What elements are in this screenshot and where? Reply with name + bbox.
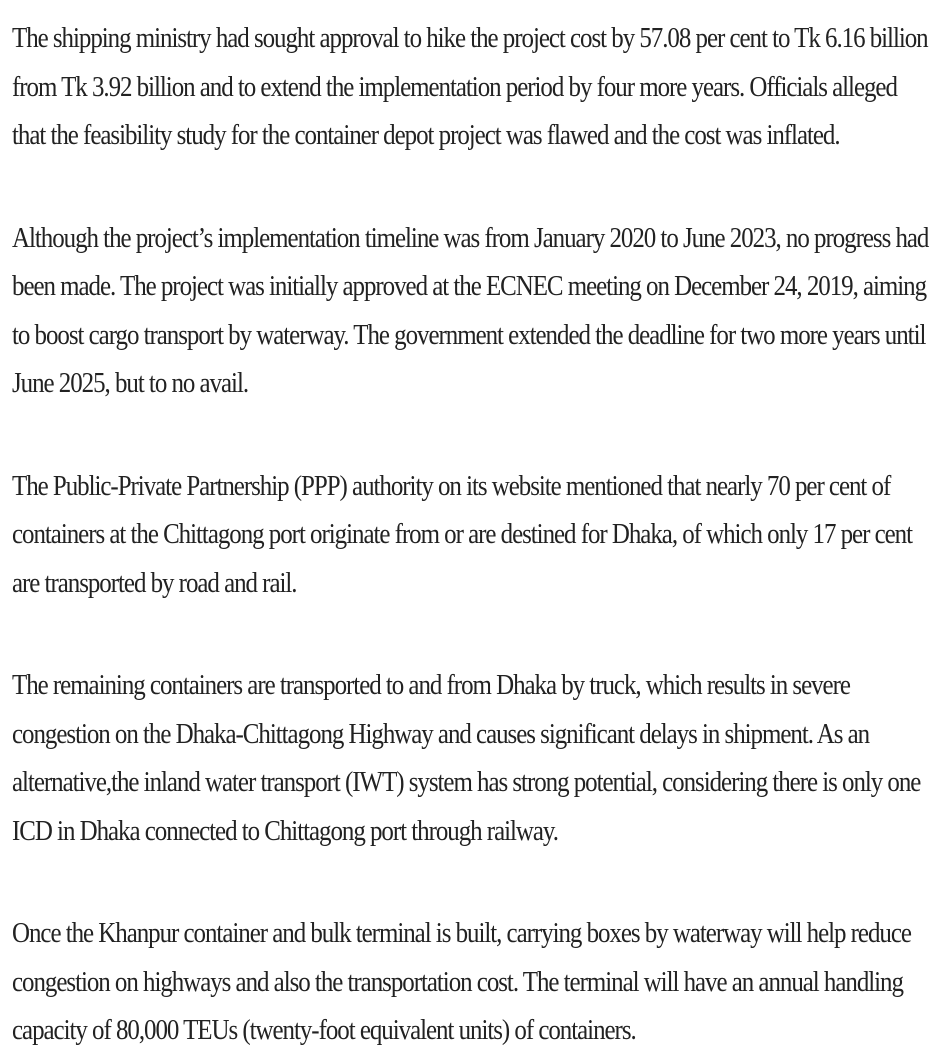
article-paragraph-4: The remaining containers are transported to and from Dhaka by truck, which results in severe congestion on the Dhaka-Chittagong Highway and causes significant delays in shipment. As an alternative,the inland water transport (IWT) system has strong potential, considering there is only one ICD in Dhaka connected to Chittagong port through railway. (12, 669, 921, 847)
article-paragraph-3: The Public-Private Partnership (PPP) authority on its website mentioned that nearly 70 per cent of containers at the Chittagong port originate from or are destined for Dhaka, of which only 17 per cent are transported by road and rail. (12, 469, 912, 599)
article-paragraph-5: Once the Khanpur container and bulk terminal is built, carrying boxes by waterway will help reduce congestion on highways and also the transportation cost. The terminal will have an annual handling capacity of 80,000 TEUs (twenty-foot equivalent units) of containers. (12, 917, 911, 1046)
article-paragraph-1: The shipping ministry had sought approval to hike the project cost by 57.08 per cent to Tk 6.16 billion from Tk 3.92 billion and to extend the implementation period by four more years. Officials alleged that the feasibility study for the container depot project was flawed and the cost was inflated. (12, 22, 928, 151)
article-body (12, 14, 930, 1055)
article-paragraph-2: Although the project’s implementation timeline was from January 2020 to June 2023, no progress had been made. The project was initially approved at the ECNEC meeting on December 24, 2019, aiming to boost cargo transport by waterway. The government extended the deadline for two more years until June 2025, but to no avail. (12, 221, 929, 399)
